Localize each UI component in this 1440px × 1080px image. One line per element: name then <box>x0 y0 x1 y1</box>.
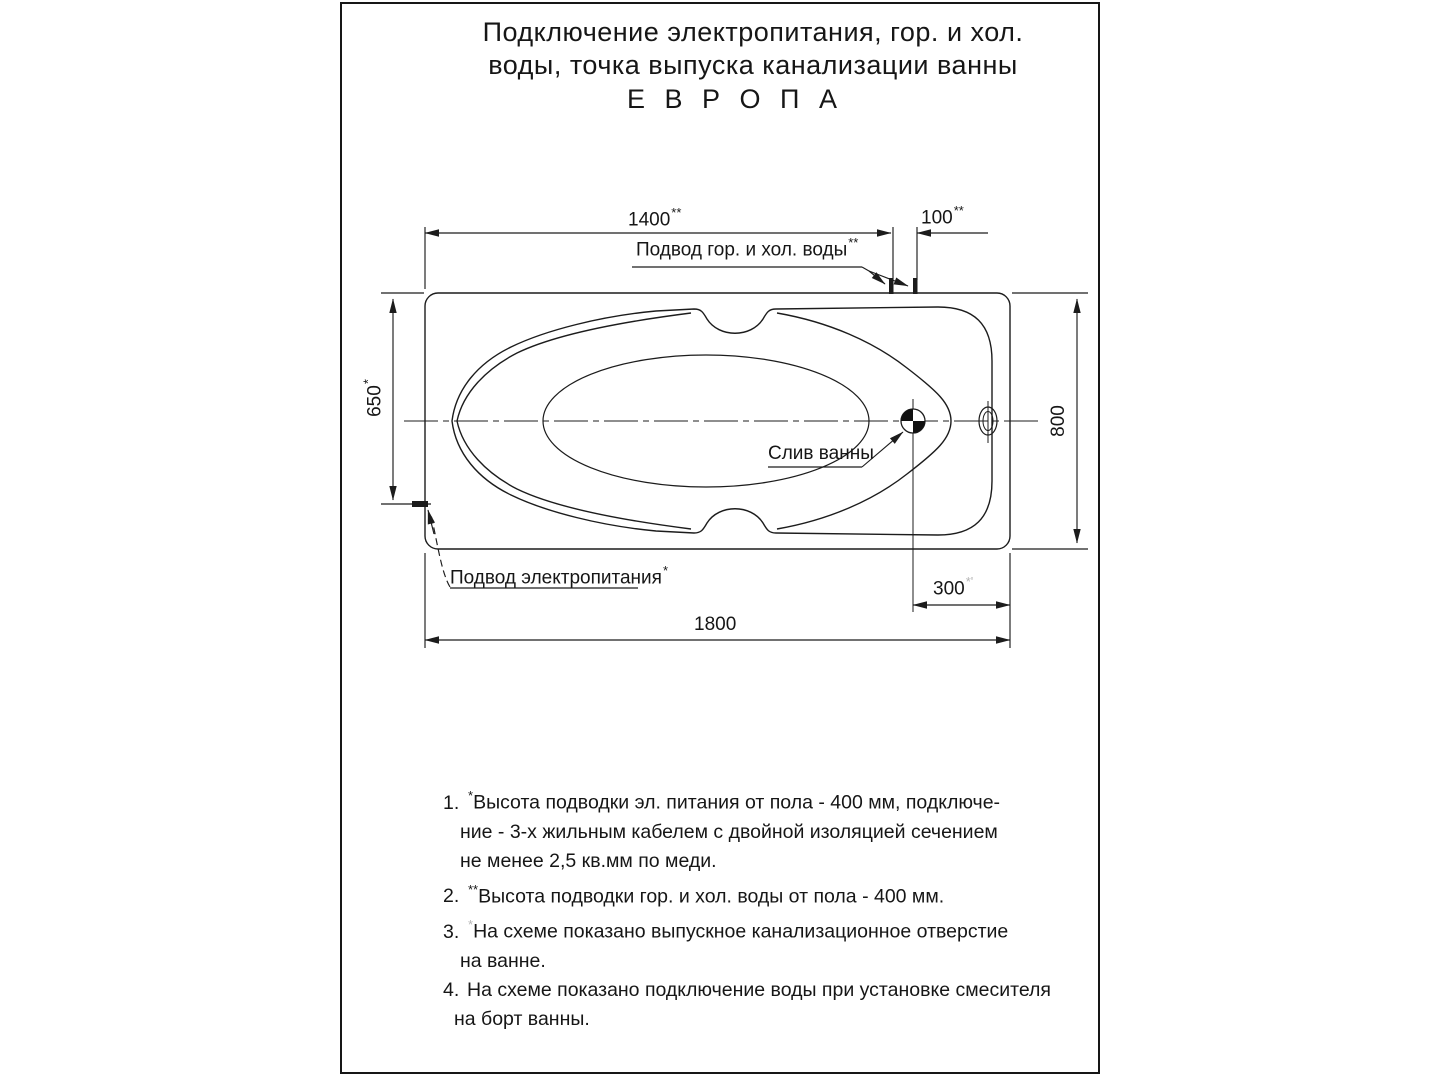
title-line-2: воды, точка выпуска канализации ванны <box>488 50 1018 80</box>
dim-650-marker: * <box>360 379 376 385</box>
note-2: 2. **Высота подводки гор. и хол. воды от пола - 400 мм. <box>443 881 945 907</box>
power-supply-label: Подвод электропитания* <box>450 563 668 589</box>
drain-symbol <box>901 409 925 433</box>
title-model-name: Е В Р О П А <box>627 84 843 114</box>
dim-300-label: 300*' <box>933 574 974 600</box>
title-line-1: Подключение электропитания, гор. и хол. <box>482 17 1024 47</box>
power-connection-mark <box>412 501 428 507</box>
drain-label: Слив ванны <box>768 443 874 464</box>
note-3: 3. *На схеме показано выпускное канализационное отверстие на ванне. <box>443 917 1009 972</box>
dim-1400-marker: ** <box>671 205 682 220</box>
note-1: 1. *Высота подводки эл. питания от пола - 400 мм, подключе- ние - 3-х жильным кабелем с двойной изоляцией сечением не менее 2,5 кв.мм по меди. <box>443 788 1001 872</box>
dim-650-label: 650* <box>360 379 386 417</box>
dim-100-label: 100** <box>921 203 964 229</box>
water-supply-label: Подвод гор. и хол. воды** <box>636 235 859 261</box>
overflow-hole-icon <box>979 401 997 443</box>
note-4: 4. На схеме показано подключение воды при установке смесителя на борт ванны. <box>443 978 1051 1030</box>
dim-800-label: 800 <box>1048 405 1069 437</box>
dim-1800-label: 1800 <box>694 614 737 635</box>
dim-300-marker: *' <box>965 574 974 589</box>
notes-block <box>443 782 1063 1034</box>
dim-100-marker: ** <box>953 203 964 218</box>
water-leader <box>632 267 908 286</box>
dim-1400-label: 1400** <box>628 205 682 231</box>
